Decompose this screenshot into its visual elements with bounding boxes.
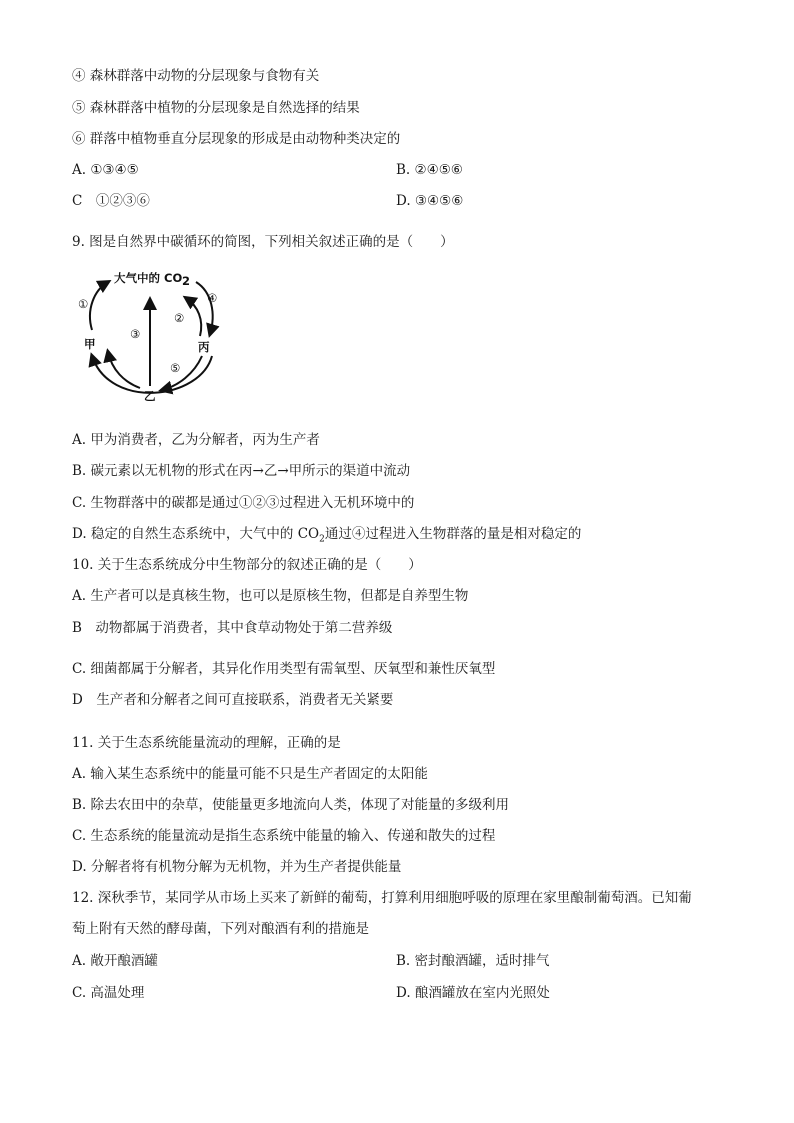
q9-option-d-pre: D. 稳定的自然生态系统中，大气中的 CO [72,526,320,542]
q11-option-c: C. 生态系统的能量流动是指生态系统中能量的输入、传递和散失的过程 [72,828,496,844]
q8-statement-6: ⑥ 群落中植物垂直分层现象的形成是由动物种类决定的 [72,131,401,147]
q12-option-a: A. 敞开酿酒罐 [72,953,158,969]
q9-option-d [72,525,581,549]
q11-option-d: D. 分解者将有机物分解为无机物，并为生产者提供能量 [72,859,402,875]
q8-option-b: B. ②④⑤⑥ [396,162,463,178]
q9-option-b: B. 碳元素以无机物的形式在丙→乙→甲所示的渠道中流动 [72,463,411,479]
q12-option-b: B. 密封酿酒罐，适时排气 [396,953,550,969]
diagram-number-3: ③ [130,327,141,341]
q8-option-d: D. ③④⑤⑥ [396,193,464,209]
q8-statement-4: ④ 森林群落中动物的分层现象与食物有关 [72,68,320,84]
q10-option-c: C. 细菌都属于分解者，其异化作用类型有需氧型、厌氧型和兼性厌氧型 [72,661,496,677]
q9-option-d-post: 通过④过程进入生物群落的量是相对稳定的 [324,526,582,542]
q12-option-d: D. 酿酒罐放在室内光照处 [396,985,550,1001]
q11-option-a: A. 输入某生态系统中的能量可能不只是生产者固定的太阳能 [72,766,428,782]
carbon-cycle-diagram [70,268,230,416]
diagram-node-yi: 乙 [144,389,156,403]
diagram-node-jia: 甲 [84,337,96,351]
q8-statement-5: ⑤ 森林群落中植物的分层现象是自然选择的结果 [72,100,360,116]
q12-stem-line-1: 12. 深秋季节，某同学从市场上买来了新鲜的葡萄，打算利用细胞呼吸的原理在家里酿制葡萄酒。已知葡 [72,890,692,906]
diagram-number-2: ② [174,311,185,325]
q10-option-a: A. 生产者可以是真核生物，也可以是原核生物，但都是自养型生物 [72,588,469,604]
q9-option-c: C. 生物群落中的碳都是通过①②③过程进入无机环境中的 [72,495,415,511]
q10-stem: 10. 关于生态系统成分中生物部分的叙述正确的是（ ） [72,557,422,573]
q12-stem-line-2: 萄上附有天然的酵母菌，下列对酿酒有利的措施是 [72,921,369,937]
q9-stem: 9. 图是自然界中碳循环的简图，下列相关叙述正确的是（ ） [72,234,454,250]
q11-stem: 11. 关于生态系统能量流动的理解，正确的是 [72,735,341,751]
q8-option-c: C ①②③⑥ [72,193,150,209]
q12-option-c: C. 高温处理 [72,985,145,1001]
diagram-label-atmosphere-sub: 2 [182,274,191,288]
q8-option-a: A. ①③④⑤ [72,162,139,178]
q9-option-a: A. 甲为消费者，乙为分解者，丙为生产者 [72,432,320,448]
diagram-number-1: ① [78,297,89,311]
diagram-node-bing: 丙 [198,340,210,354]
diagram-number-5: ⑤ [170,361,181,375]
q9-option-d-sub: 2 [319,534,325,545]
q10-option-b: B 动物都属于消费者，其中食草动物处于第二营养级 [72,620,393,636]
q11-option-b: B. 除去农田中的杂草，使能量更多地流向人类，体现了对能量的多级利用 [72,797,510,813]
q10-option-d: D 生产者和分解者之间可直接联系，消费者无关紧要 [72,692,394,708]
diagram-number-4: ④ [207,291,218,305]
diagram-label-atmosphere: 大气中的 CO [114,271,183,285]
